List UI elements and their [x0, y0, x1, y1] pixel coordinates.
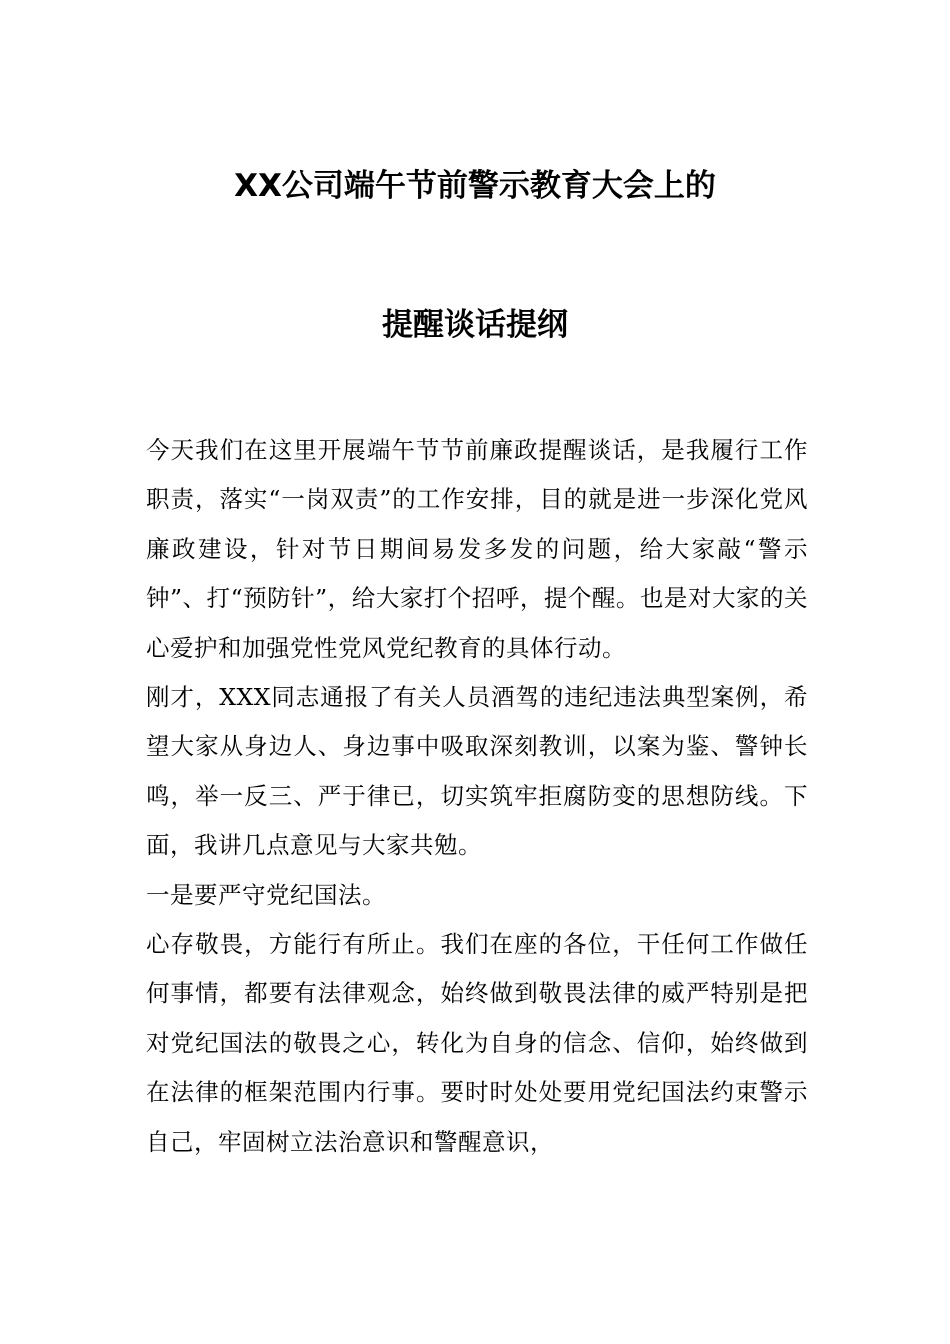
paragraph-case-report: 刚才，XXX同志通报了有关人员酒驾的违纪违法典型案例，希望大家从身边人、身边事中吸取深刻教训，以案为鉴、警钟长鸣，举一反三、严于律已，切实筑牢拒腐防变的思想防线。下面，我讲几点意见与大家共勉。 [146, 683, 808, 860]
document-body [146, 426, 808, 1167]
paragraph-opening: 今天我们在这里开展端午节节前廉政提醒谈话，是我履行工作职责，落实“一岗双责”的工作安排，目的就是进一步深化党风廉政建设，针对节日期间易发多发的问题，给大家敲“警示钟”、打“预防针”，给大家打个招呼，提个醒。也是对大家的关心爱护和加强党性党风党纪教育的具体行动。 [146, 436, 808, 662]
paragraph-heading-point-one: 一是要严守党纪国法。 [146, 880, 386, 909]
document-title-line-1: XX公司端午节前警示教育大会上的 [234, 168, 716, 204]
paragraph-point-one-body: 心存敬畏，方能行有所止。我们在座的各位，干任何工作做任何事情，都要有法律观念，始终做到敬畏法律的威严特别是把对党纪国法的敬畏之心，转化为自身的信念、信仰，始终做到在法律的框架范围内行事。要时时处处要用党纪国法约束警示自己，牢固树立法治意识和警醒意识， [146, 930, 808, 1156]
document-title-line-2: 提醒谈话提纲 [382, 307, 568, 343]
